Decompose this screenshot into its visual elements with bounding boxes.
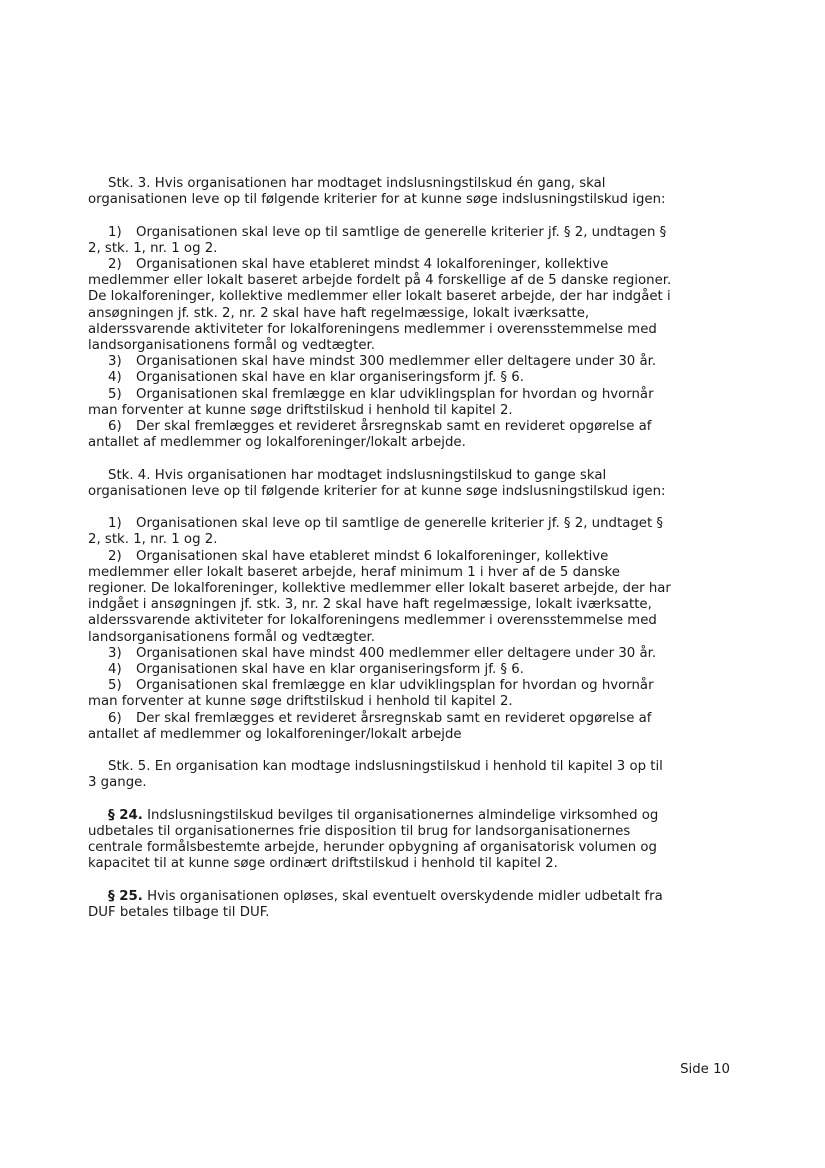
item-number: 5)	[108, 678, 122, 694]
item-text: Organisationen skal have mindst 400 medlemmer eller deltagere under 30 år.	[136, 645, 657, 661]
stk3-item-3	[88, 354, 672, 370]
item-text: Organisationen skal fremlægge en klar udviklingsplan for hvordan og hvornår man forventer at kunne søge driftstilskud i henhold til kapitel 2.	[88, 386, 654, 418]
stk4-item-1	[88, 516, 672, 548]
section-25-label: § 25.	[108, 888, 143, 904]
item-number: 4)	[108, 370, 122, 386]
section-24-label: § 24.	[108, 807, 143, 823]
item-number: 3)	[108, 354, 122, 370]
item-number: 2)	[108, 257, 122, 272]
item-number: 2)	[108, 548, 122, 564]
item-text: Organisationen skal have mindst 300 medlemmer eller deltagere under 30 år.	[136, 354, 657, 370]
stk3-item-2	[88, 257, 672, 354]
section-24-paragraph	[88, 808, 672, 873]
section-25-text: Hvis organisationen opløses, skal eventuelt overskydende midler udbetalt fra DUF betales tilbage til DUF.	[88, 888, 663, 921]
item-text: Organisationen skal have etableret mindst 6 lokalforeninger, kollektive medlemmer eller lokalt baseret arbejde, heraf minimum 1 i hver af de 5 danske regioner. De lokalforeninger, kollektive medlemmer eller lokalt baseret arbejde, der har indgået i ansøgningen jf. stk. 3, nr. 2 skal have haft regelmæssige, lokalt iværksatte, alderssvarende aktiviteter for lokalforeningens medlemmer i overensstemmelse med landsorganisationens formål og vedtægter.	[88, 548, 671, 645]
item-text: Organisationen skal leve op til samtlige de generelle kriterier jf. § 2, undtagen § 2, stk. 1, nr. 1 og 2.	[88, 224, 667, 256]
stk3-item-6	[88, 419, 672, 451]
item-number: 1)	[108, 516, 122, 532]
item-number: 5)	[108, 386, 122, 402]
item-text: Organisationen skal have en klar organiseringsform jf. § 6.	[136, 370, 524, 386]
item-text: Der skal fremlægges et revideret årsregnskab samt en revideret opgørelse af antallet af medlemmer og lokalforeninger/lokalt arbejde.	[88, 419, 652, 451]
item-text: Organisationen skal leve op til samtlige de generelle kriterier jf. § 2, undtaget § 2, stk. 1, nr. 1 og 2.	[88, 516, 664, 548]
item-number: 4)	[108, 662, 122, 678]
stk4-item-5	[88, 678, 672, 710]
item-number: 6)	[108, 419, 122, 435]
page-number: Side 10	[680, 1062, 730, 1077]
item-number: 3)	[108, 645, 122, 661]
item-text: Organisationen skal fremlægge en klar udviklingsplan for hvordan og hvornår man forventer at kunne søge driftstilskud i henhold til kapitel 2.	[88, 678, 654, 710]
stk4-item-4	[88, 662, 672, 678]
stk4-item-2	[88, 549, 672, 646]
stk4-item-6	[88, 711, 672, 743]
item-text: Organisationen skal have en klar organiseringsform jf. § 6.	[136, 662, 524, 678]
stk3-item-1	[88, 225, 672, 257]
stk5-paragraph: Stk. 5. En organisation kan modtage indslusningstilskud i henhold til kapitel 3 op til 3 gange.	[88, 759, 663, 791]
stk3-item-4	[88, 370, 672, 386]
item-text: Organisationen skal have etableret mindst 4 lokalforeninger, kollektive medlemmer eller lokalt baseret arbejde fordelt på 4 forskellige af de 5 danske regioner. De lokalforeninger, kollektive medlemmer eller lokalt baseret arbejde, der har indgået i ansøgningen jf. stk. 2, nr. 2 skal have haft regelmæssige, lokalt iværksatte, alderssvarende aktiviteter for lokalforeningens medlemmer i overensstemmelse med landsorganisationens formål og vedtægter.	[88, 257, 672, 354]
item-number: 6)	[108, 710, 122, 726]
section-24-text: Indslusningstilskud bevilges til organisationernes almindelige virksomhed og udbetales til organisationernes frie disposition til brug for landsorganisationernes centrale formålsbestemte arbejde, herunder opbygning af organisatorisk volumen og kapacitet til at kunne søge ordinært driftstilskud i henhold til kapitel 2.	[88, 807, 659, 872]
item-number: 1)	[108, 224, 122, 240]
stk3-item-5	[88, 387, 672, 419]
section-25-paragraph	[88, 889, 672, 921]
item-text: Der skal fremlægges et revideret årsregnskab samt en revideret opgørelse af antallet af medlemmer og lokalforeninger/lokalt arbejde	[88, 710, 652, 742]
stk4-intro: Stk. 4. Hvis organisationen har modtaget indslusningstilskud to gange skal organisationen leve op til følgende kriterier for at kunne søge indslusningstilskud igen:	[88, 467, 666, 499]
document-body	[88, 176, 672, 921]
stk3-intro: Stk. 3. Hvis organisationen har modtaget indslusningstilskud én gang, skal organisationen leve op til følgende kriterier for at kunne søge indslusningstilskud igen:	[88, 176, 666, 208]
stk4-item-3	[88, 646, 672, 662]
